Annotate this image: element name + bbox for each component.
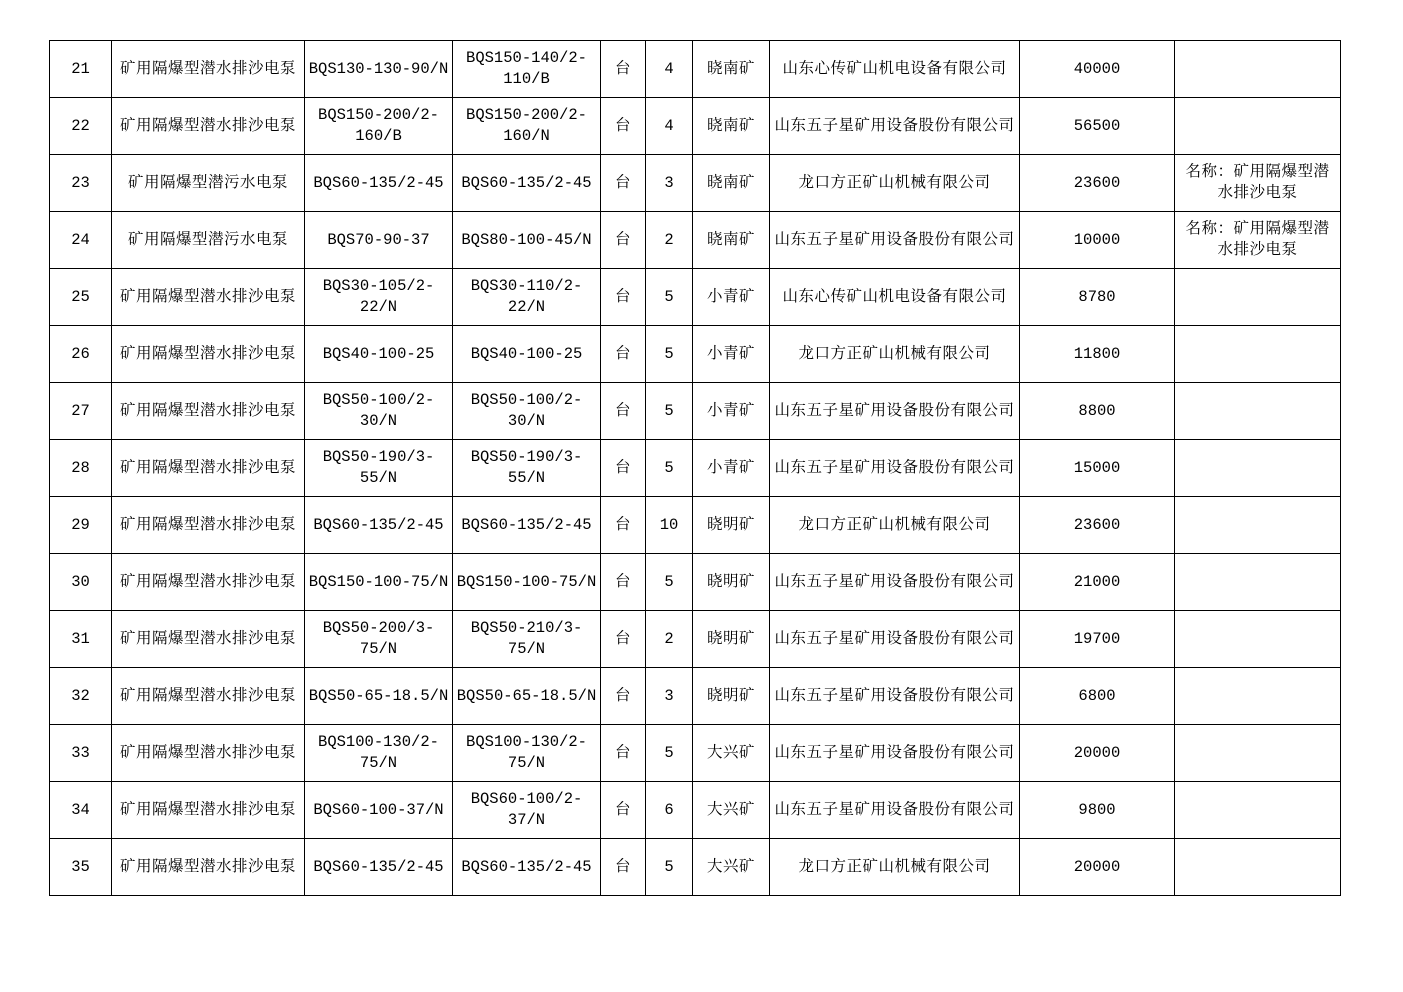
cell-unit: 台 [601, 269, 646, 326]
cell-remark [1175, 440, 1341, 497]
table-row [50, 98, 1341, 155]
cell-supplier: 龙口方正矿山机械有限公司 [770, 839, 1020, 896]
cell-supplier: 山东五子星矿用设备股份有限公司 [770, 782, 1020, 839]
cell-index: 35 [50, 839, 112, 896]
cell-model-declared: BQS50-190/3-55/N [305, 440, 453, 497]
cell-index: 34 [50, 782, 112, 839]
cell-remark: 名称：矿用隔爆型潜水排沙电泵 [1175, 212, 1341, 269]
cell-index: 30 [50, 554, 112, 611]
cell-equipment-name: 矿用隔爆型潜水排沙电泵 [112, 497, 305, 554]
cell-price: 56500 [1020, 98, 1175, 155]
cell-model-purchased: BQS40-100-25 [453, 326, 601, 383]
table-row [50, 269, 1341, 326]
cell-mine: 晓明矿 [693, 611, 770, 668]
cell-unit: 台 [601, 782, 646, 839]
cell-model-purchased: BQS50-65-18.5/N [453, 668, 601, 725]
cell-price: 23600 [1020, 497, 1175, 554]
cell-price: 23600 [1020, 155, 1175, 212]
cell-price: 9800 [1020, 782, 1175, 839]
cell-model-declared: BQS100-130/2-75/N [305, 725, 453, 782]
cell-model-purchased: BQS50-190/3-55/N [453, 440, 601, 497]
equipment-table [49, 40, 1341, 896]
cell-model-declared: BQS150-200/2-160/B [305, 98, 453, 155]
cell-equipment-name: 矿用隔爆型潜水排沙电泵 [112, 668, 305, 725]
cell-unit: 台 [601, 383, 646, 440]
cell-unit: 台 [601, 611, 646, 668]
cell-quantity: 5 [646, 383, 693, 440]
cell-mine: 晓南矿 [693, 155, 770, 212]
cell-index: 25 [50, 269, 112, 326]
table-row [50, 554, 1341, 611]
cell-price: 15000 [1020, 440, 1175, 497]
cell-unit: 台 [601, 839, 646, 896]
cell-model-purchased: BQS150-100-75/N [453, 554, 601, 611]
table-row [50, 41, 1341, 98]
cell-mine: 小青矿 [693, 326, 770, 383]
cell-remark [1175, 326, 1341, 383]
cell-quantity: 5 [646, 554, 693, 611]
cell-model-purchased: BQS150-200/2-160/N [453, 98, 601, 155]
cell-quantity: 4 [646, 98, 693, 155]
cell-price: 8780 [1020, 269, 1175, 326]
cell-quantity: 4 [646, 41, 693, 98]
cell-supplier: 山东五子星矿用设备股份有限公司 [770, 212, 1020, 269]
cell-model-purchased: BQS50-210/3-75/N [453, 611, 601, 668]
cell-equipment-name: 矿用隔爆型潜水排沙电泵 [112, 839, 305, 896]
cell-quantity: 2 [646, 611, 693, 668]
cell-index: 33 [50, 725, 112, 782]
table-row [50, 839, 1341, 896]
cell-index: 31 [50, 611, 112, 668]
cell-equipment-name: 矿用隔爆型潜水排沙电泵 [112, 326, 305, 383]
cell-quantity: 6 [646, 782, 693, 839]
cell-model-purchased: BQS80-100-45/N [453, 212, 601, 269]
cell-equipment-name: 矿用隔爆型潜水排沙电泵 [112, 611, 305, 668]
cell-supplier: 龙口方正矿山机械有限公司 [770, 326, 1020, 383]
cell-supplier: 山东五子星矿用设备股份有限公司 [770, 440, 1020, 497]
cell-model-declared: BQS50-100/2-30/N [305, 383, 453, 440]
cell-remark [1175, 269, 1341, 326]
cell-model-declared: BQS150-100-75/N [305, 554, 453, 611]
cell-quantity: 5 [646, 839, 693, 896]
table-row [50, 611, 1341, 668]
cell-model-declared: BQS50-65-18.5/N [305, 668, 453, 725]
cell-price: 20000 [1020, 725, 1175, 782]
cell-unit: 台 [601, 725, 646, 782]
cell-unit: 台 [601, 440, 646, 497]
cell-price: 20000 [1020, 839, 1175, 896]
table-row [50, 725, 1341, 782]
cell-price: 6800 [1020, 668, 1175, 725]
cell-price: 10000 [1020, 212, 1175, 269]
cell-mine: 小青矿 [693, 383, 770, 440]
cell-model-purchased: BQS60-100/2-37/N [453, 782, 601, 839]
table-row [50, 212, 1341, 269]
cell-equipment-name: 矿用隔爆型潜水排沙电泵 [112, 440, 305, 497]
cell-remark [1175, 668, 1341, 725]
cell-unit: 台 [601, 41, 646, 98]
cell-model-declared: BQS50-200/3-75/N [305, 611, 453, 668]
cell-unit: 台 [601, 155, 646, 212]
cell-remark [1175, 497, 1341, 554]
cell-mine: 小青矿 [693, 440, 770, 497]
cell-model-purchased: BQS60-135/2-45 [453, 155, 601, 212]
cell-mine: 小青矿 [693, 269, 770, 326]
cell-unit: 台 [601, 98, 646, 155]
cell-remark [1175, 41, 1341, 98]
cell-equipment-name: 矿用隔爆型潜水排沙电泵 [112, 554, 305, 611]
cell-mine: 晓明矿 [693, 497, 770, 554]
cell-model-declared: BQS30-105/2-22/N [305, 269, 453, 326]
cell-unit: 台 [601, 212, 646, 269]
cell-index: 29 [50, 497, 112, 554]
table-row [50, 782, 1341, 839]
cell-index: 26 [50, 326, 112, 383]
cell-model-declared: BQS60-135/2-45 [305, 497, 453, 554]
cell-mine: 大兴矿 [693, 782, 770, 839]
cell-model-purchased: BQS50-100/2-30/N [453, 383, 601, 440]
cell-equipment-name: 矿用隔爆型潜污水电泵 [112, 155, 305, 212]
cell-equipment-name: 矿用隔爆型潜水排沙电泵 [112, 98, 305, 155]
cell-quantity: 5 [646, 725, 693, 782]
cell-quantity: 10 [646, 497, 693, 554]
cell-index: 21 [50, 41, 112, 98]
cell-equipment-name: 矿用隔爆型潜水排沙电泵 [112, 782, 305, 839]
cell-remark [1175, 725, 1341, 782]
cell-remark [1175, 383, 1341, 440]
cell-model-purchased: BQS30-110/2-22/N [453, 269, 601, 326]
cell-price: 19700 [1020, 611, 1175, 668]
cell-equipment-name: 矿用隔爆型潜水排沙电泵 [112, 383, 305, 440]
cell-equipment-name: 矿用隔爆型潜水排沙电泵 [112, 269, 305, 326]
cell-equipment-name: 矿用隔爆型潜水排沙电泵 [112, 725, 305, 782]
cell-price: 40000 [1020, 41, 1175, 98]
cell-mine: 晓南矿 [693, 41, 770, 98]
table-row [50, 326, 1341, 383]
cell-index: 32 [50, 668, 112, 725]
cell-quantity: 2 [646, 212, 693, 269]
cell-model-declared: BQS70-90-37 [305, 212, 453, 269]
cell-unit: 台 [601, 554, 646, 611]
cell-model-declared: BQS60-135/2-45 [305, 839, 453, 896]
cell-price: 11800 [1020, 326, 1175, 383]
cell-mine: 晓南矿 [693, 98, 770, 155]
cell-unit: 台 [601, 668, 646, 725]
cell-mine: 晓南矿 [693, 212, 770, 269]
cell-equipment-name: 矿用隔爆型潜水排沙电泵 [112, 41, 305, 98]
cell-unit: 台 [601, 497, 646, 554]
cell-mine: 晓明矿 [693, 668, 770, 725]
cell-quantity: 5 [646, 269, 693, 326]
cell-index: 24 [50, 212, 112, 269]
cell-supplier: 龙口方正矿山机械有限公司 [770, 497, 1020, 554]
cell-unit: 台 [601, 326, 646, 383]
cell-supplier: 山东五子星矿用设备股份有限公司 [770, 554, 1020, 611]
cell-model-declared: BQS60-135/2-45 [305, 155, 453, 212]
cell-quantity: 5 [646, 326, 693, 383]
cell-equipment-name: 矿用隔爆型潜污水电泵 [112, 212, 305, 269]
cell-supplier: 山东五子星矿用设备股份有限公司 [770, 98, 1020, 155]
cell-index: 27 [50, 383, 112, 440]
cell-remark [1175, 839, 1341, 896]
cell-supplier: 山东五子星矿用设备股份有限公司 [770, 611, 1020, 668]
cell-remark [1175, 611, 1341, 668]
cell-supplier: 山东心传矿山机电设备有限公司 [770, 41, 1020, 98]
cell-supplier: 山东五子星矿用设备股份有限公司 [770, 725, 1020, 782]
cell-remark [1175, 782, 1341, 839]
cell-price: 21000 [1020, 554, 1175, 611]
cell-mine: 晓明矿 [693, 554, 770, 611]
cell-supplier: 山东心传矿山机电设备有限公司 [770, 269, 1020, 326]
cell-remark [1175, 554, 1341, 611]
cell-supplier: 山东五子星矿用设备股份有限公司 [770, 383, 1020, 440]
cell-model-purchased: BQS60-135/2-45 [453, 839, 601, 896]
cell-index: 23 [50, 155, 112, 212]
cell-model-purchased: BQS100-130/2-75/N [453, 725, 601, 782]
cell-supplier: 山东五子星矿用设备股份有限公司 [770, 668, 1020, 725]
cell-remark: 名称：矿用隔爆型潜水排沙电泵 [1175, 155, 1341, 212]
cell-model-declared: BQS40-100-25 [305, 326, 453, 383]
cell-model-declared: BQS60-100-37/N [305, 782, 453, 839]
table-row [50, 383, 1341, 440]
cell-quantity: 3 [646, 155, 693, 212]
cell-price: 8800 [1020, 383, 1175, 440]
table-row [50, 155, 1341, 212]
table-body [50, 41, 1341, 896]
cell-mine: 大兴矿 [693, 725, 770, 782]
cell-quantity: 3 [646, 668, 693, 725]
cell-index: 22 [50, 98, 112, 155]
table-row [50, 497, 1341, 554]
cell-index: 28 [50, 440, 112, 497]
cell-model-purchased: BQS60-135/2-45 [453, 497, 601, 554]
cell-mine: 大兴矿 [693, 839, 770, 896]
cell-model-purchased: BQS150-140/2-110/B [453, 41, 601, 98]
table-row [50, 440, 1341, 497]
table-row [50, 668, 1341, 725]
cell-supplier: 龙口方正矿山机械有限公司 [770, 155, 1020, 212]
cell-remark [1175, 98, 1341, 155]
cell-model-declared: BQS130-130-90/N [305, 41, 453, 98]
cell-quantity: 5 [646, 440, 693, 497]
